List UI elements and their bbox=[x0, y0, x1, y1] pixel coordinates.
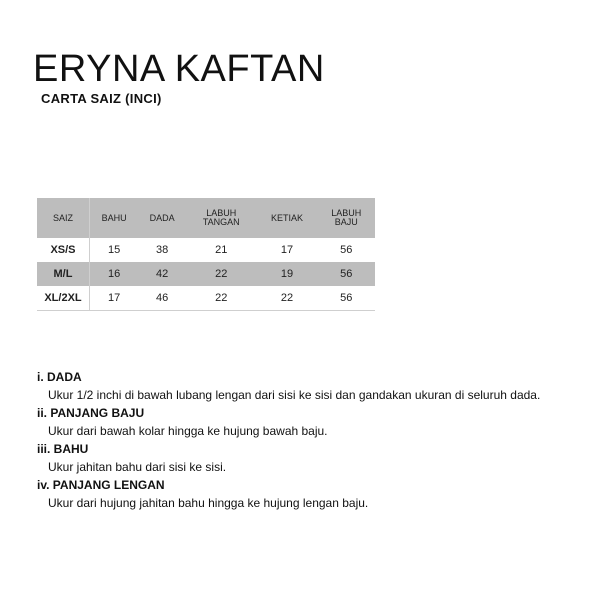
labuh-tangan-cell: 22 bbox=[215, 268, 228, 280]
header-dada: DADA bbox=[149, 212, 175, 223]
labuh-tangan-cell: 21 bbox=[215, 244, 228, 256]
header-labuh-tangan: LABUH TANGAN bbox=[202, 208, 240, 227]
note-body-panjang-baju: Ukur dari bawah kolar hingga ke hujung bawah baju. bbox=[48, 424, 328, 438]
size-cell: M/L bbox=[37, 262, 90, 286]
labuh-baju-cell: 56 bbox=[340, 268, 353, 280]
size-cell: XL/2XL bbox=[37, 286, 90, 310]
note-heading-bahu: iii. BAHU bbox=[37, 442, 89, 456]
page-title: ERYNA KAFTAN bbox=[33, 48, 325, 90]
header-saiz: SAIZ bbox=[37, 198, 90, 238]
note-heading-panjang-lengan: iv. PANJANG LENGAN bbox=[37, 478, 165, 492]
ketiak-cell: 19 bbox=[280, 268, 294, 280]
labuh-tangan-cell: 22 bbox=[215, 291, 228, 304]
note-heading-panjang-baju: ii. PANJANG BAJU bbox=[37, 406, 145, 420]
note-body-panjang-lengan: Ukur dari hujung jahitan bahu hingga ke hujung lengan baju. bbox=[48, 496, 369, 510]
bahu-cell: 15 bbox=[108, 244, 121, 256]
table-row bbox=[37, 286, 375, 310]
dada-cell: 42 bbox=[156, 268, 169, 280]
note-body-bahu: Ukur jahitan bahu dari sisi ke sisi. bbox=[48, 460, 227, 474]
dada-cell: 46 bbox=[156, 291, 169, 304]
bahu-cell: 17 bbox=[108, 291, 121, 304]
note-heading-dada: i. DADA bbox=[37, 370, 82, 384]
header-ketiak: KETIAK bbox=[271, 212, 304, 223]
page-subtitle: CARTA SAIZ (INCI) bbox=[41, 91, 162, 106]
ketiak-cell: 22 bbox=[280, 291, 294, 304]
table-row bbox=[37, 262, 375, 286]
measurement-notes bbox=[37, 368, 597, 512]
bahu-cell: 16 bbox=[108, 268, 121, 280]
size-cell: XS/S bbox=[37, 238, 90, 262]
dada-cell: 38 bbox=[156, 244, 169, 256]
labuh-baju-cell: 56 bbox=[340, 291, 353, 304]
table-row bbox=[37, 238, 375, 262]
table-header-row bbox=[37, 198, 375, 238]
labuh-baju-cell: 56 bbox=[340, 244, 353, 256]
ketiak-cell: 17 bbox=[280, 244, 294, 256]
header-labuh-baju: LABUH BAJU bbox=[331, 208, 362, 227]
header-bahu: BAHU bbox=[101, 212, 127, 223]
size-chart-table bbox=[37, 198, 375, 311]
note-body-dada: Ukur 1/2 inchi di bawah lubang lengan dari sisi ke sisi dan gandakan ukuran di seluruh dada. bbox=[48, 388, 541, 402]
